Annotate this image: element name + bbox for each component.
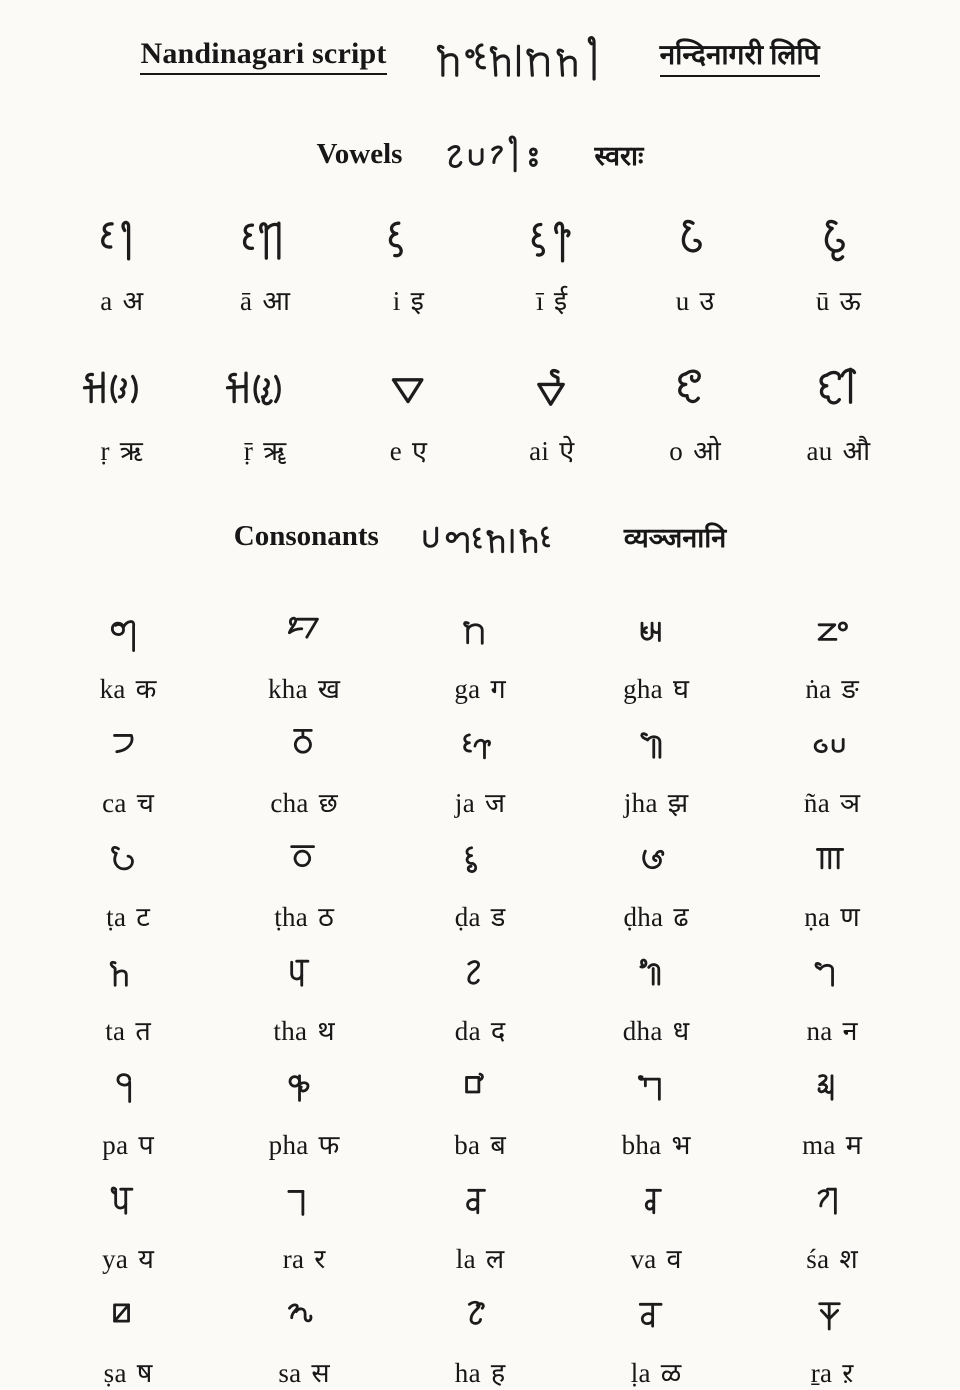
transliteration-text: ṛ	[100, 436, 110, 466]
consonant-label	[104, 1353, 153, 1390]
transliteration-text: ḍa	[454, 902, 481, 932]
devanagari-text: ब	[490, 1130, 506, 1160]
nandinagari-tha-letter-glyph	[276, 946, 332, 1006]
vowel-cell-u	[623, 208, 766, 318]
nandinagari-ssa-letter-glyph	[100, 1288, 156, 1348]
consonant-cell-ba	[392, 1060, 568, 1162]
transliteration-text: ai	[529, 436, 550, 466]
devanagari-text: ङ	[841, 674, 859, 704]
nandinagari-a-letter-glyph	[89, 208, 155, 276]
consonant-label	[106, 897, 150, 934]
devanagari-text: झ	[667, 788, 689, 818]
consonant-label	[811, 1353, 854, 1390]
vowel-label	[536, 281, 567, 318]
devanagari-text: च	[136, 788, 154, 818]
page-title-english: Nandinagari script	[140, 37, 386, 75]
nandinagari-la-letter-glyph	[452, 1174, 508, 1234]
nandinagari-dha-letter-glyph	[628, 946, 684, 1006]
consonant-cell-dda	[392, 832, 568, 934]
consonant-label	[278, 1353, 329, 1390]
consonant-grid	[40, 604, 920, 1390]
consonant-label	[454, 669, 505, 706]
devanagari-text: ए	[412, 436, 427, 466]
transliteration-text: ta	[105, 1016, 126, 1046]
consonant-cell-ja	[392, 718, 568, 820]
consonant-label	[806, 1239, 857, 1276]
consonant-label	[455, 1353, 505, 1390]
consonant-cell-ssa	[40, 1288, 216, 1390]
transliteration-text: da	[454, 1016, 481, 1046]
consonant-cell-tha	[216, 946, 392, 1048]
consonant-label	[100, 669, 157, 706]
transliteration-text: ja	[454, 788, 476, 818]
consonant-cell-bha	[568, 1060, 744, 1162]
consonant-cell-pa	[40, 1060, 216, 1162]
consonant-label	[102, 783, 154, 820]
vowels-heading-english: Vowels	[316, 137, 403, 170]
vowel-cell-aa	[193, 208, 336, 318]
transliteration-text: va	[630, 1244, 657, 1274]
consonant-label	[624, 783, 688, 820]
nandinagari-title-handwritten-glyph	[429, 26, 618, 86]
vowel-label	[101, 431, 143, 468]
nandinagari-dda-letter-glyph	[452, 832, 508, 892]
vowel-label	[806, 431, 870, 468]
consonant-label	[273, 1011, 334, 1048]
title-row	[0, 0, 960, 86]
devanagari-text: स	[311, 1358, 330, 1388]
devanagari-text: म	[845, 1130, 862, 1160]
transliteration-text: ma	[802, 1130, 836, 1160]
transliteration-text: bha	[621, 1130, 662, 1160]
vowel-label	[669, 431, 720, 468]
devanagari-text: श	[839, 1244, 858, 1274]
consonant-cell-nna	[744, 832, 920, 934]
nandinagari-pa-letter-glyph	[100, 1060, 156, 1120]
consonant-cell-ddha	[568, 832, 744, 934]
transliteration-text: ga	[454, 674, 481, 704]
nandinagari-ca-letter-glyph	[100, 718, 156, 778]
transliteration-text: ṅa	[805, 674, 832, 704]
nandinagari-i-letter-glyph	[375, 208, 441, 276]
transliteration-text: u	[675, 286, 690, 316]
nandinagari-u-letter-glyph	[662, 208, 728, 276]
devanagari-text: ॠ	[263, 436, 287, 466]
consonant-label	[623, 669, 689, 706]
transliteration-text: sa	[278, 1358, 302, 1388]
consonant-label	[456, 1239, 504, 1276]
transliteration-text: śa	[806, 1244, 830, 1274]
consonant-cell-ha	[392, 1288, 568, 1390]
consonant-cell-ga	[392, 604, 568, 706]
vowels-heading-devanagari: स्वराः	[594, 140, 644, 171]
devanagari-text: क	[135, 674, 157, 704]
vowel-label	[244, 431, 286, 468]
consonant-cell-va	[568, 1174, 744, 1276]
devanagari-text: ठ	[318, 902, 334, 932]
consonant-label	[804, 783, 860, 820]
nandinagari-svarah-handwritten-glyph	[436, 126, 560, 182]
consonant-label	[455, 783, 505, 820]
consonant-label	[455, 1011, 505, 1048]
transliteration-text: kha	[268, 674, 308, 704]
vowel-cell-au	[767, 358, 910, 468]
consonant-cell-la	[392, 1174, 568, 1276]
devanagari-text: आ	[262, 286, 290, 316]
consonant-cell-dha	[568, 946, 744, 1048]
vowels-heading-row	[0, 126, 960, 182]
nandinagari-vocalic-r-letter-glyph	[72, 358, 171, 426]
consonant-cell-ca	[40, 718, 216, 820]
vowel-cell-o	[623, 358, 766, 468]
nandinagari-ddha-letter-glyph	[628, 832, 684, 892]
nandinagari-pha-letter-glyph	[276, 1060, 332, 1120]
devanagari-text: प	[138, 1130, 154, 1160]
consonant-label	[270, 783, 337, 820]
devanagari-text: भ	[671, 1130, 691, 1160]
consonant-label	[102, 1239, 154, 1276]
consonant-label	[268, 669, 340, 706]
nandinagari-ka-letter-glyph	[100, 604, 156, 664]
devanagari-text: ग	[490, 674, 506, 704]
nandinagari-gha-letter-glyph	[628, 604, 684, 664]
consonant-cell-nya	[744, 718, 920, 820]
consonants-heading-row	[0, 508, 960, 564]
transliteration-text: e	[389, 436, 402, 466]
consonant-label	[631, 1353, 682, 1390]
transliteration-text: cha	[270, 788, 309, 818]
consonant-cell-ya	[40, 1174, 216, 1276]
transliteration-text: ṇa	[804, 902, 831, 932]
consonant-cell-kha	[216, 604, 392, 706]
nandinagari-cha-letter-glyph	[276, 718, 332, 778]
consonant-cell-ta	[40, 946, 216, 1048]
consonant-cell-ma	[744, 1060, 920, 1162]
transliteration-text: ya	[102, 1244, 129, 1274]
consonant-cell-jha	[568, 718, 744, 820]
vowel-label	[393, 281, 424, 318]
nandinagari-va-letter-glyph	[628, 1174, 684, 1234]
vowel-cell-vocalic-r	[50, 358, 193, 468]
devanagari-text: ऋ	[119, 436, 143, 466]
vowel-label	[816, 281, 861, 318]
devanagari-text: ड	[490, 902, 506, 932]
consonant-cell-gha	[568, 604, 744, 706]
nandinagari-jha-letter-glyph	[628, 718, 684, 778]
nandinagari-sa-letter-glyph	[276, 1288, 332, 1348]
consonant-label	[454, 1125, 506, 1162]
transliteration-text: ra	[282, 1244, 305, 1274]
page-title-devanagari: नन्दिनागरी लिपि	[660, 35, 820, 77]
devanagari-text: ञ	[840, 788, 861, 818]
consonant-label	[802, 1125, 862, 1162]
consonant-cell-rra	[744, 1288, 920, 1390]
transliteration-text: ā	[240, 286, 253, 316]
vowel-cell-i	[337, 208, 480, 318]
transliteration-text: pa	[102, 1130, 129, 1160]
nandinagari-lla-letter-glyph	[628, 1288, 684, 1348]
consonant-cell-da	[392, 946, 568, 1048]
consonants-heading-english: Consonants	[233, 519, 379, 552]
consonant-label	[455, 897, 506, 934]
nandinagari-nga-letter-glyph	[804, 604, 860, 664]
transliteration-text: ṟa	[810, 1358, 833, 1388]
vowel-label	[390, 431, 427, 468]
consonant-label	[269, 1125, 340, 1162]
transliteration-text: ḍha	[623, 902, 664, 932]
transliteration-text: ṝ	[243, 436, 254, 466]
nandinagari-aa-letter-glyph	[232, 208, 298, 276]
vowel-label	[676, 281, 715, 318]
consonant-cell-tta	[40, 832, 216, 934]
consonant-cell-ra	[216, 1174, 392, 1276]
devanagari-text: ई	[553, 286, 568, 316]
devanagari-text: ऐ	[559, 436, 575, 466]
vowel-cell-ii	[480, 208, 623, 318]
devanagari-text: ट	[136, 902, 150, 932]
nandinagari-ga-letter-glyph	[452, 604, 508, 664]
devanagari-text: ज	[485, 788, 506, 818]
nandinagari-ja-letter-glyph	[452, 718, 508, 778]
vowel-label	[240, 281, 290, 318]
consonant-cell-nga	[744, 604, 920, 706]
transliteration-text: ṭha	[274, 902, 309, 932]
devanagari-text: औ	[842, 436, 871, 466]
devanagari-text: र	[314, 1244, 326, 1274]
consonant-cell-pha	[216, 1060, 392, 1162]
vowel-cell-e	[337, 358, 480, 468]
devanagari-text: उ	[699, 286, 715, 316]
devanagari-text: ळ	[660, 1358, 682, 1388]
devanagari-text: ल	[485, 1244, 505, 1274]
nandinagari-rra-letter-glyph	[804, 1288, 860, 1348]
vowel-label	[529, 431, 574, 468]
devanagari-text: य	[138, 1244, 154, 1274]
consonant-label	[630, 1239, 681, 1276]
vowel-cell-vocalic-rr	[193, 358, 336, 468]
transliteration-text: i	[392, 286, 401, 316]
nandinagari-vyanjanani-handwritten-glyph	[413, 508, 590, 564]
vowel-grid	[50, 208, 910, 468]
devanagari-text: ख	[317, 674, 340, 704]
nandinagari-bha-letter-glyph	[628, 1060, 684, 1120]
transliteration-text: ka	[99, 674, 126, 704]
consonant-cell-sha	[744, 1174, 920, 1276]
transliteration-text: tha	[273, 1016, 308, 1046]
nandinagari-o-letter-glyph	[662, 358, 728, 426]
consonant-label	[623, 1011, 690, 1048]
nandinagari-au-letter-glyph	[805, 358, 871, 426]
nandinagari-da-letter-glyph	[452, 946, 508, 1006]
transliteration-text: dha	[622, 1016, 663, 1046]
devanagari-text: छ	[318, 788, 338, 818]
consonants-heading-devanagari: व्यञ्जनानि	[623, 522, 727, 553]
devanagari-text: अ	[122, 286, 144, 316]
nandinagari-ha-letter-glyph	[452, 1288, 508, 1348]
consonant-cell-na	[744, 946, 920, 1048]
devanagari-text: थ	[317, 1016, 335, 1046]
transliteration-text: au	[806, 436, 833, 466]
devanagari-text: इ	[410, 286, 424, 316]
transliteration-text: ṣa	[103, 1358, 127, 1388]
consonant-label	[623, 897, 688, 934]
devanagari-text: ऊ	[839, 286, 861, 316]
nandinagari-nya-letter-glyph	[804, 718, 860, 778]
nandinagari-tta-letter-glyph	[100, 832, 156, 892]
nandinagari-ra-letter-glyph	[276, 1174, 332, 1234]
nandinagari-sha-letter-glyph	[804, 1174, 860, 1234]
consonant-cell-sa	[216, 1288, 392, 1390]
consonant-label	[804, 897, 860, 934]
devanagari-text: ध	[672, 1016, 690, 1046]
transliteration-text: ha	[454, 1358, 481, 1388]
vowel-label	[100, 281, 143, 318]
devanagari-text: ह	[490, 1358, 506, 1388]
transliteration-text: ca	[102, 788, 127, 818]
nandinagari-ba-letter-glyph	[452, 1060, 508, 1120]
transliteration-text: ña	[803, 788, 831, 818]
devanagari-text: ष	[136, 1358, 153, 1388]
devanagari-text: न	[842, 1016, 858, 1046]
consonant-label	[622, 1125, 691, 1162]
devanagari-text: फ	[318, 1130, 340, 1160]
consonant-label	[105, 1011, 150, 1048]
consonant-label	[806, 1011, 857, 1048]
transliteration-text: ū	[815, 286, 830, 316]
nandinagari-ta-letter-glyph	[100, 946, 156, 1006]
transliteration-text: a	[100, 286, 113, 316]
transliteration-text: ī	[536, 286, 544, 316]
nandinagari-vocalic-rr-letter-glyph	[215, 358, 314, 426]
transliteration-text: la	[455, 1244, 476, 1274]
consonant-cell-ka	[40, 604, 216, 706]
transliteration-text: jha	[623, 788, 658, 818]
transliteration-text: o	[669, 436, 684, 466]
nandinagari-ai-letter-glyph	[519, 358, 585, 426]
transliteration-text: ba	[454, 1130, 481, 1160]
nandinagari-nna-letter-glyph	[804, 832, 860, 892]
devanagari-text: घ	[672, 674, 689, 704]
transliteration-text: pha	[268, 1130, 309, 1160]
nandinagari-na-letter-glyph	[804, 946, 860, 1006]
devanagari-text: व	[666, 1244, 682, 1274]
nandinagari-e-letter-glyph	[375, 358, 441, 426]
nandinagari-ya-letter-glyph	[100, 1174, 156, 1234]
nandinagari-ma-letter-glyph	[804, 1060, 860, 1120]
vowel-cell-a	[50, 208, 193, 318]
consonant-label	[283, 1239, 326, 1276]
consonant-label	[274, 897, 334, 934]
devanagari-text: त	[135, 1016, 151, 1046]
consonant-cell-lla	[568, 1288, 744, 1390]
consonant-cell-cha	[216, 718, 392, 820]
nandinagari-ttha-letter-glyph	[276, 832, 332, 892]
transliteration-text: gha	[623, 674, 663, 704]
devanagari-text: द	[490, 1016, 506, 1046]
nandinagari-kha-letter-glyph	[276, 604, 332, 664]
transliteration-text: na	[806, 1016, 833, 1046]
devanagari-text: ओ	[693, 436, 721, 466]
transliteration-text: ḷa	[630, 1358, 651, 1388]
consonant-label	[102, 1125, 153, 1162]
vowel-cell-ai	[480, 358, 623, 468]
transliteration-text: ṭa	[106, 902, 127, 932]
nandinagari-uu-letter-glyph	[805, 208, 871, 276]
devanagari-text: ण	[840, 902, 860, 932]
consonant-label	[805, 669, 858, 706]
consonant-cell-ttha	[216, 832, 392, 934]
devanagari-text: ऱ	[842, 1358, 854, 1388]
vowel-cell-uu	[767, 208, 910, 318]
devanagari-text: ढ	[673, 902, 689, 932]
nandinagari-ii-letter-glyph	[519, 208, 585, 276]
